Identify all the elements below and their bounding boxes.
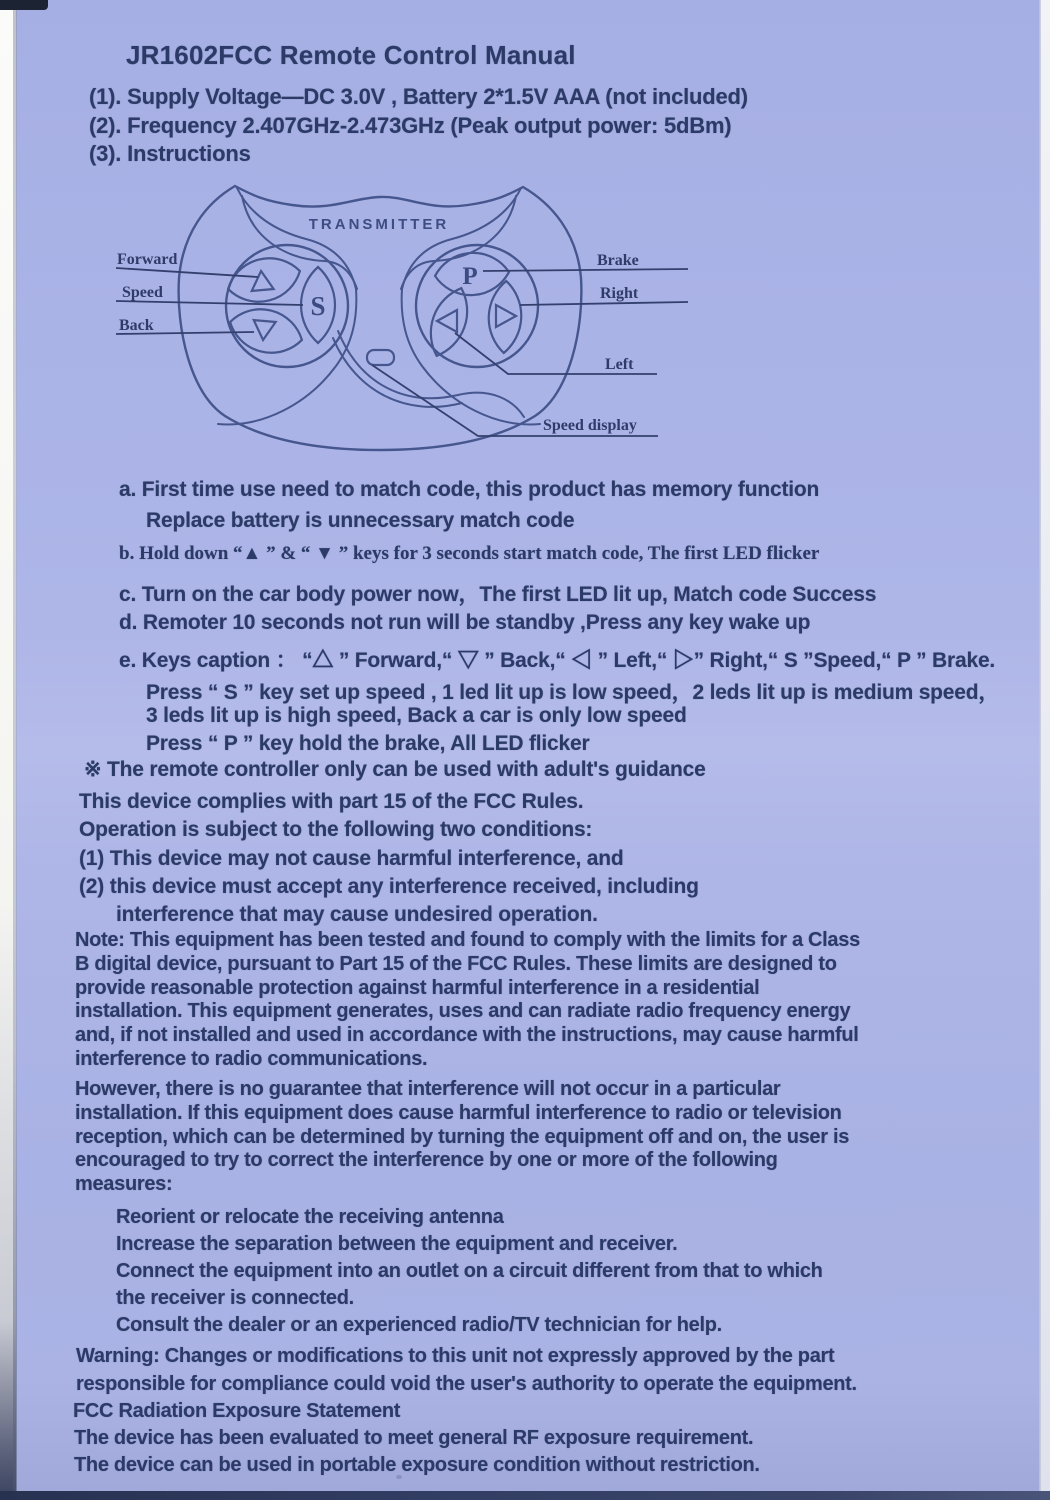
manual-page	[16, 0, 1040, 1500]
instruction-b: b. Hold down “▲ ” & “ ▼ ” keys for 3 seconds start match code, The first LED flicker	[119, 543, 820, 564]
fcc-however-line5: measures:	[75, 1173, 173, 1195]
measure-consult: Consult the dealer or an experienced radio/TV technician for help.	[116, 1314, 722, 1336]
brake-key-letter: P	[462, 263, 478, 290]
callout-right: Right	[600, 285, 639, 302]
left-arrow-icon	[437, 310, 457, 332]
forward-key[interactable]	[223, 251, 305, 310]
fcc-note-line1: Note: This equipment has been tested and found to comply with the limits for a Class	[75, 929, 860, 951]
fcc-part15-line4: (2) this device must accept any interference received, including	[79, 875, 699, 898]
right-wing-lower	[401, 196, 516, 289]
instruction-e-line3: 3 leds lit up is high speed, Back a car is only low speed	[146, 704, 687, 727]
fcc-however-line1: However, there is no guarantee that interference will not occur in a particular	[75, 1078, 781, 1100]
fcc-part15-line3: (1) This device may not cause harmful interference, and	[79, 847, 624, 870]
instruction-e-line2: Press “ S ” key set up speed , 1 led lit up is low speed，2 leds lit up is medium speed，	[146, 681, 1000, 704]
callout-forward: Forward	[117, 251, 178, 268]
back-key[interactable]	[225, 302, 307, 361]
warning-line1: Warning: Changes or modifications to this unit not expressly approved by the part	[76, 1345, 835, 1367]
fcc-however-line3: reception, which can be determined by turning the equipment off and on, the user is	[75, 1126, 850, 1148]
fcc-however-line2: installation. If this equipment does cause harmful interference to radio or television	[75, 1102, 842, 1124]
fcc-note-line3: provide reasonable protection against harmful interference in a residential	[75, 977, 760, 999]
right-waist-line	[402, 289, 540, 424]
right-arrow-icon	[496, 305, 516, 327]
warning-line2: responsible for compliance could void the user's authority to operate the equipment.	[76, 1373, 857, 1395]
fcc-note-line6: interference to radio communications.	[75, 1048, 428, 1070]
spec-instructions-heading: (3). Instructions	[89, 141, 251, 166]
speed-display-window	[367, 350, 394, 365]
fcc-part15-line2: Operation is subject to the following two conditions:	[79, 818, 593, 841]
spec-supply-voltage: (1). Supply Voltage—DC 3.0V , Battery 2*1.5V AAA (not included)	[89, 84, 748, 109]
paper-smudge	[96, 1030, 101, 1034]
transmitter-diagram	[90, 180, 710, 465]
fcc-note-line5: and, if not installed and used in accordance with the instructions, may cause harmful	[75, 1024, 859, 1046]
device-label: TRANSMITTER	[308, 216, 450, 233]
fcc-note-line2: B digital device, pursuant to Part 15 of the FCC Rules. These limits are designed to	[75, 953, 837, 975]
photo-right-edge-shadow	[1039, 0, 1041, 1500]
instruction-e: e. Keys caption ： “△ ” Forward,“ ▽ ” Back,“ ◁ ” Left,“ ▷” Right,“ S ”Speed,“ P ” Brake.	[119, 649, 996, 672]
spec-frequency: (2). Frequency 2.407GHz-2.473GHz (Peak output power: 5dBm)	[89, 113, 732, 138]
photo-bottom-dark-strip	[0, 1491, 1050, 1500]
fcc-part15-line5: interference that may cause undesired operation.	[116, 903, 598, 926]
back-arrow-icon	[252, 320, 276, 341]
callout-left: Left	[605, 356, 634, 373]
instruction-a-line2: Replace battery is unnecessary match code	[146, 509, 575, 532]
instruction-c: c. Turn on the car body power now，The first LED lit up, Match code Success	[119, 583, 877, 606]
measure-connect-line2: the receiver is connected.	[116, 1287, 354, 1309]
lower-swoosh-inner	[333, 338, 462, 407]
callout-speed: Speed	[122, 284, 163, 301]
instruction-e-line4: Press “ P ” key hold the brake, All LED flicker	[146, 732, 590, 755]
page-title: JR1602FCC Remote Control Manual	[126, 40, 576, 70]
right-key[interactable]	[488, 280, 523, 353]
callout-brake: Brake	[597, 252, 639, 269]
adult-guidance-note: ※ The remote controller only can be used with adult's guidance	[84, 758, 706, 781]
callout-labels	[117, 251, 639, 434]
forward-arrow-icon	[250, 270, 274, 291]
callout-back: Back	[119, 317, 154, 334]
fcc-however-line4: encouraged to try to correct the interference by one or more of the following	[75, 1149, 778, 1171]
measure-reorient: Reorient or relocate the receiving antenna	[116, 1206, 504, 1228]
brake-callout-line	[483, 269, 688, 271]
fcc-part15-line1: This device complies with part 15 of the FCC Rules.	[79, 790, 584, 813]
speed-key-letter: S	[310, 291, 326, 321]
callout-speed-display: Speed display	[543, 417, 637, 434]
right-callout-line	[520, 302, 688, 305]
measure-increase: Increase the separation between the equipment and receiver.	[116, 1233, 678, 1255]
photo-right-margin	[1040, 0, 1050, 1500]
paper-smudge	[396, 1475, 402, 1479]
measure-connect-line1: Connect the equipment into an outlet on a circuit different from that to which	[116, 1260, 823, 1282]
radiation-statement-title: FCC Radiation Exposure Statement	[73, 1400, 401, 1422]
speed-callout-line	[116, 301, 303, 305]
radiation-line1: The device has been evaluated to meet general RF exposure requirement.	[74, 1427, 754, 1449]
photo-top-left-dark-corner	[0, 0, 48, 10]
fcc-note-line4: installation. This equipment generates, uses and can radiate radio frequency energy	[75, 1000, 851, 1022]
photo-left-edge-shadow	[13, 0, 17, 1500]
instruction-a-line1: a. First time use need to match code, this product has memory function	[119, 478, 820, 501]
instruction-d: d. Remoter 10 seconds not run will be standby ,Press any key wake up	[119, 611, 811, 634]
radiation-line2: The device can be used in portable exposure condition without restriction.	[74, 1454, 760, 1476]
